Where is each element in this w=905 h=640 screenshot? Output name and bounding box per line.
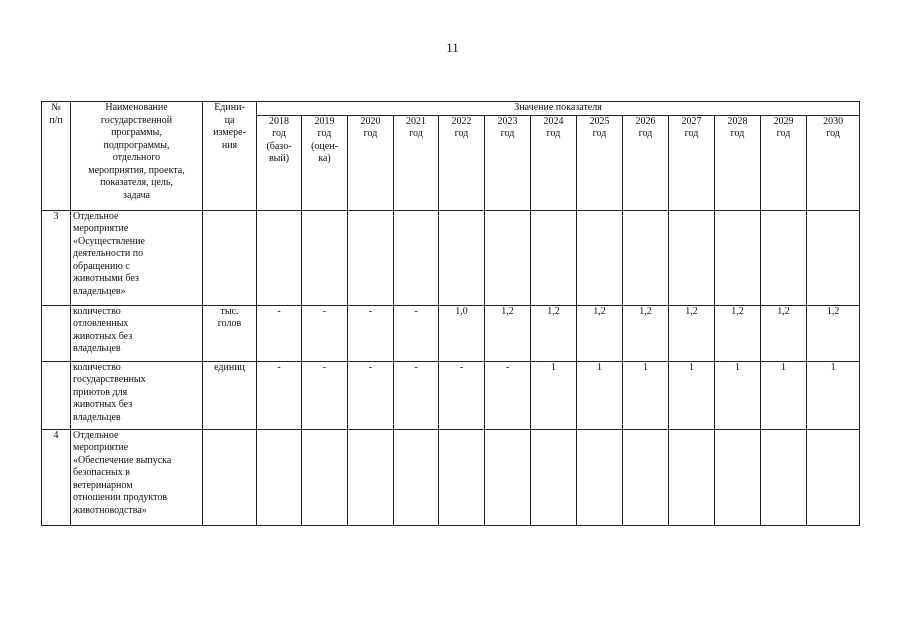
row-value-cell: - xyxy=(394,305,439,361)
row-value-cell xyxy=(439,210,485,305)
header-year-year: 2030 xyxy=(823,115,844,127)
header-year-cell xyxy=(577,115,623,210)
header-year-suffix: год xyxy=(826,128,840,139)
row-value-cell xyxy=(577,429,623,525)
row-name-cell: Отдельное мероприятие «Обеспечение выпуска безопасных в ветеринарном отношении продуктов животноводства» xyxy=(71,429,203,525)
row-value-cell: 1,2 xyxy=(485,305,531,361)
header-year-year: 2021 xyxy=(406,115,426,127)
row-unit-cell xyxy=(203,210,257,305)
row-value-cell: - xyxy=(439,361,485,429)
header-year-suffix: год xyxy=(317,128,332,139)
header-year-suffix: год xyxy=(592,128,607,139)
row-value-cell: 1 xyxy=(761,361,807,429)
row-value-cell xyxy=(348,429,394,525)
header-year-suffix: год xyxy=(409,128,423,139)
header-year-cell xyxy=(761,115,807,210)
table-row xyxy=(42,361,860,429)
header-year-year: 2025 xyxy=(589,115,610,127)
row-value-cell: 1,2 xyxy=(715,305,761,361)
row-value-cell: 1,0 xyxy=(439,305,485,361)
header-year-year: 2026 xyxy=(635,115,656,127)
header-year-cell xyxy=(807,115,860,210)
row-value-cell xyxy=(715,210,761,305)
header-year-cell xyxy=(439,115,485,210)
header-row-top xyxy=(42,102,860,116)
row-value-cell xyxy=(394,210,439,305)
row-value-cell xyxy=(761,429,807,525)
row-value-cell: 1 xyxy=(669,361,715,429)
row-value-cell: 1 xyxy=(623,361,669,429)
row-value-cell xyxy=(623,210,669,305)
table-row xyxy=(42,305,860,361)
row-value-cell xyxy=(715,429,761,525)
header-year-cell xyxy=(623,115,669,210)
header-value-group-label: Значение показателя xyxy=(514,102,602,113)
header-year-suffix: год xyxy=(730,128,745,139)
header-year-year: 2022 xyxy=(451,115,472,127)
row-value-cell xyxy=(348,210,394,305)
row-value-cell xyxy=(257,429,302,525)
row-number-cell xyxy=(42,361,71,429)
header-year-suffix: год xyxy=(546,128,561,139)
row-value-cell: 1,2 xyxy=(531,305,577,361)
indicators-table xyxy=(41,101,860,526)
row-value-cell: 1 xyxy=(577,361,623,429)
row-value-cell xyxy=(439,429,485,525)
header-year-cell xyxy=(715,115,761,210)
header-year-note: (базо- вый) xyxy=(266,140,292,164)
row-value-cell: - xyxy=(257,361,302,429)
row-value-cell xyxy=(394,429,439,525)
header-number-label: № п/п xyxy=(49,102,63,126)
header-year-year: 2020 xyxy=(360,115,381,127)
row-value-cell: 1,2 xyxy=(669,305,715,361)
header-year-cell xyxy=(348,115,394,210)
row-value-cell: 1,2 xyxy=(761,305,807,361)
header-year-cell xyxy=(257,115,302,210)
row-value-cell: 1,2 xyxy=(623,305,669,361)
header-value-group-cell xyxy=(257,102,860,116)
row-value-cell xyxy=(669,210,715,305)
header-unit-label: Едини- ца измере- ния xyxy=(213,102,246,151)
header-year-year: 2029 xyxy=(773,115,794,127)
header-year-cell xyxy=(531,115,577,210)
row-value-cell xyxy=(531,429,577,525)
row-value-cell xyxy=(485,210,531,305)
row-value-cell: 1,2 xyxy=(577,305,623,361)
header-name-label: Наименование государственной программы, подпрограммы, отдельного мероприятия, проекта, показателя, цель, задача xyxy=(88,102,185,201)
row-value-cell: - xyxy=(257,305,302,361)
header-year-year: 2024 xyxy=(543,115,564,127)
row-value-cell: - xyxy=(348,305,394,361)
row-name-cell: количество государственных приютов для животных без владельцев xyxy=(71,361,203,429)
header-year-suffix: год xyxy=(363,128,378,139)
row-value-cell: - xyxy=(302,305,348,361)
header-year-cell xyxy=(394,115,439,210)
row-value-cell: 1 xyxy=(715,361,761,429)
header-year-year: 2023 xyxy=(497,115,518,127)
row-value-cell: 1 xyxy=(807,361,860,429)
row-unit-cell: тыс. голов xyxy=(203,305,257,361)
header-year-year: 2028 xyxy=(727,115,748,127)
header-year-year: 2019 xyxy=(314,115,335,127)
table-row xyxy=(42,210,860,305)
header-year-note: (оцен- ка) xyxy=(311,140,338,164)
row-unit-cell xyxy=(203,429,257,525)
header-year-suffix: год xyxy=(684,128,699,139)
row-number-cell xyxy=(42,305,71,361)
row-value-cell: - xyxy=(485,361,531,429)
row-value-cell: 1,2 xyxy=(807,305,860,361)
header-year-suffix: год xyxy=(272,128,286,139)
row-value-cell: 1 xyxy=(531,361,577,429)
row-value-cell xyxy=(807,429,860,525)
row-unit-cell: единиц xyxy=(203,361,257,429)
row-value-cell xyxy=(577,210,623,305)
row-number-cell: 4 xyxy=(42,429,71,525)
table-row xyxy=(42,429,860,525)
header-unit-cell xyxy=(203,102,257,211)
row-value-cell xyxy=(257,210,302,305)
row-value-cell xyxy=(807,210,860,305)
header-number-cell xyxy=(42,102,71,211)
row-value-cell xyxy=(623,429,669,525)
row-value-cell: - xyxy=(348,361,394,429)
row-value-cell xyxy=(485,429,531,525)
row-name-cell: количество отловленных животных без владельцев xyxy=(71,305,203,361)
header-year-suffix: год xyxy=(638,128,653,139)
header-name-cell xyxy=(71,102,203,211)
page-number: 11 xyxy=(446,40,459,55)
row-value-cell: - xyxy=(302,361,348,429)
header-year-cell xyxy=(669,115,715,210)
header-year-cell xyxy=(485,115,531,210)
header-year-cell xyxy=(302,115,348,210)
row-value-cell: - xyxy=(394,361,439,429)
row-name-cell: Отдельное мероприятие «Осуществление деятельности по обращению с животными без владельцев» xyxy=(71,210,203,305)
row-value-cell xyxy=(302,429,348,525)
row-value-cell xyxy=(302,210,348,305)
header-year-year: 2027 xyxy=(681,115,702,127)
row-value-cell xyxy=(531,210,577,305)
header-year-suffix: год xyxy=(500,128,515,139)
row-number-cell: 3 xyxy=(42,210,71,305)
row-value-cell xyxy=(761,210,807,305)
header-year-year: 2018 xyxy=(269,115,289,127)
header-year-suffix: год xyxy=(454,128,469,139)
header-year-suffix: год xyxy=(776,128,791,139)
row-value-cell xyxy=(669,429,715,525)
